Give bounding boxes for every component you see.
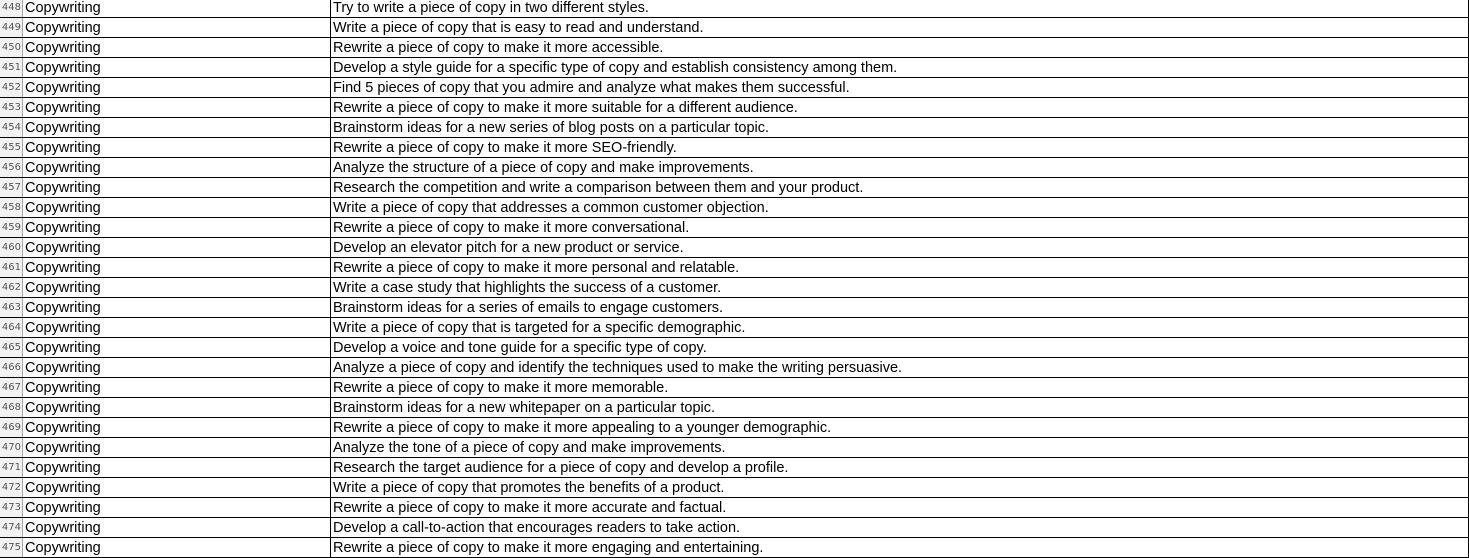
category-cell[interactable]: Copywriting	[23, 58, 331, 77]
row-header[interactable]: 465	[0, 338, 23, 357]
row-header[interactable]: 448	[0, 0, 23, 17]
row-header[interactable]: 451	[0, 58, 23, 77]
task-cell[interactable]: Analyze the structure of a piece of copy and make improvements.	[331, 158, 1469, 177]
row-header[interactable]: 458	[0, 198, 23, 217]
task-cell[interactable]: Try to write a piece of copy in two different styles.	[331, 0, 1469, 17]
row-header[interactable]: 473	[0, 498, 23, 517]
table-row	[0, 418, 1469, 438]
task-cell[interactable]: Brainstorm ideas for a new whitepaper on a particular topic.	[331, 398, 1469, 417]
category-cell[interactable]: Copywriting	[23, 478, 331, 497]
row-header[interactable]: 475	[0, 538, 23, 557]
task-cell[interactable]: Rewrite a piece of copy to make it more appealing to a younger demographic.	[331, 418, 1469, 437]
table-row	[0, 58, 1469, 78]
category-cell[interactable]: Copywriting	[23, 418, 331, 437]
row-header[interactable]: 461	[0, 258, 23, 277]
table-row	[0, 38, 1469, 58]
category-cell[interactable]: Copywriting	[23, 318, 331, 337]
row-header[interactable]: 467	[0, 378, 23, 397]
table-row	[0, 358, 1469, 378]
table-row	[0, 78, 1469, 98]
row-header[interactable]: 464	[0, 318, 23, 337]
table-row	[0, 318, 1469, 338]
row-header[interactable]: 472	[0, 478, 23, 497]
task-cell[interactable]: Write a piece of copy that addresses a common customer objection.	[331, 198, 1469, 217]
table-row	[0, 478, 1469, 498]
task-cell[interactable]: Develop an elevator pitch for a new product or service.	[331, 238, 1469, 257]
category-cell[interactable]: Copywriting	[23, 378, 331, 397]
category-cell[interactable]: Copywriting	[23, 18, 331, 37]
category-cell[interactable]: Copywriting	[23, 98, 331, 117]
category-cell[interactable]: Copywriting	[23, 138, 331, 157]
table-row	[0, 438, 1469, 458]
task-cell[interactable]: Write a piece of copy that is targeted for a specific demographic.	[331, 318, 1469, 337]
table-row	[0, 198, 1469, 218]
table-row	[0, 238, 1469, 258]
category-cell[interactable]: Copywriting	[23, 0, 331, 17]
category-cell[interactable]: Copywriting	[23, 198, 331, 217]
row-header[interactable]: 455	[0, 138, 23, 157]
table-row	[0, 278, 1469, 298]
table-row	[0, 378, 1469, 398]
table-row	[0, 538, 1469, 558]
category-cell[interactable]: Copywriting	[23, 538, 331, 557]
table-row	[0, 158, 1469, 178]
table-row	[0, 138, 1469, 158]
row-header[interactable]: 453	[0, 98, 23, 117]
category-cell[interactable]: Copywriting	[23, 178, 331, 197]
table-row	[0, 458, 1469, 478]
row-header[interactable]: 459	[0, 218, 23, 237]
table-row	[0, 518, 1469, 538]
category-cell[interactable]: Copywriting	[23, 258, 331, 277]
table-row	[0, 498, 1469, 518]
task-cell[interactable]: Rewrite a piece of copy to make it more conversational.	[331, 218, 1469, 237]
task-cell[interactable]: Write a piece of copy that is easy to read and understand.	[331, 18, 1469, 37]
task-cell[interactable]: Brainstorm ideas for a series of emails to engage customers.	[331, 298, 1469, 317]
category-cell[interactable]: Copywriting	[23, 458, 331, 477]
table-row	[0, 98, 1469, 118]
table-row	[0, 18, 1469, 38]
row-header[interactable]: 454	[0, 118, 23, 137]
row-header[interactable]: 469	[0, 418, 23, 437]
table-row	[0, 0, 1469, 18]
task-cell[interactable]: Analyze the tone of a piece of copy and make improvements.	[331, 438, 1469, 457]
row-header[interactable]: 457	[0, 178, 23, 197]
table-row	[0, 338, 1469, 358]
category-cell[interactable]: Copywriting	[23, 518, 331, 537]
row-header[interactable]: 470	[0, 438, 23, 457]
category-cell[interactable]: Copywriting	[23, 118, 331, 137]
table-row	[0, 398, 1469, 418]
category-cell[interactable]: Copywriting	[23, 158, 331, 177]
table-row	[0, 298, 1469, 318]
task-cell[interactable]: Research the competition and write a comparison between them and your product.	[331, 178, 1469, 197]
table-row	[0, 118, 1469, 138]
row-header[interactable]: 450	[0, 38, 23, 57]
row-header[interactable]: 474	[0, 518, 23, 537]
task-cell[interactable]: Analyze a piece of copy and identify the techniques used to make the writing persuasive.	[331, 358, 1469, 377]
table-row	[0, 218, 1469, 238]
row-header[interactable]: 466	[0, 358, 23, 377]
task-cell[interactable]: Write a case study that highlights the success of a customer.	[331, 278, 1469, 297]
category-cell[interactable]: Copywriting	[23, 238, 331, 257]
task-cell[interactable]: Rewrite a piece of copy to make it more suitable for a different audience.	[331, 98, 1469, 117]
task-cell[interactable]: Brainstorm ideas for a new series of blog posts on a particular topic.	[331, 118, 1469, 137]
task-cell[interactable]: Rewrite a piece of copy to make it more engaging and entertaining.	[331, 538, 1469, 557]
category-cell[interactable]: Copywriting	[23, 398, 331, 417]
row-header[interactable]: 449	[0, 18, 23, 37]
task-cell[interactable]: Rewrite a piece of copy to make it more SEO-friendly.	[331, 138, 1469, 157]
category-cell[interactable]: Copywriting	[23, 498, 331, 517]
row-header[interactable]: 456	[0, 158, 23, 177]
row-header[interactable]: 468	[0, 398, 23, 417]
task-cell[interactable]: Rewrite a piece of copy to make it more accessible.	[331, 38, 1469, 57]
category-cell[interactable]: Copywriting	[23, 38, 331, 57]
row-header[interactable]: 462	[0, 278, 23, 297]
task-cell[interactable]: Rewrite a piece of copy to make it more personal and relatable.	[331, 258, 1469, 277]
row-header[interactable]: 452	[0, 78, 23, 97]
category-cell[interactable]: Copywriting	[23, 218, 331, 237]
category-cell[interactable]: Copywriting	[23, 298, 331, 317]
row-header[interactable]: 463	[0, 298, 23, 317]
task-cell[interactable]: Develop a call-to-action that encourages readers to take action.	[331, 518, 1469, 537]
task-cell[interactable]: Research the target audience for a piece of copy and develop a profile.	[331, 458, 1469, 477]
row-header[interactable]: 460	[0, 238, 23, 257]
category-cell[interactable]: Copywriting	[23, 438, 331, 457]
category-cell[interactable]: Copywriting	[23, 338, 331, 357]
task-cell[interactable]: Develop a style guide for a specific type of copy and establish consistency among them.	[331, 58, 1469, 77]
task-cell[interactable]: Rewrite a piece of copy to make it more accurate and factual.	[331, 498, 1469, 517]
row-header[interactable]: 471	[0, 458, 23, 477]
category-cell[interactable]: Copywriting	[23, 278, 331, 297]
table-row	[0, 178, 1469, 198]
category-cell[interactable]: Copywriting	[23, 78, 331, 97]
table-row	[0, 258, 1469, 278]
task-cell[interactable]: Develop a voice and tone guide for a specific type of copy.	[331, 338, 1469, 357]
task-cell[interactable]: Write a piece of copy that promotes the benefits of a product.	[331, 478, 1469, 497]
task-cell[interactable]: Rewrite a piece of copy to make it more memorable.	[331, 378, 1469, 397]
category-cell[interactable]: Copywriting	[23, 358, 331, 377]
task-cell[interactable]: Find 5 pieces of copy that you admire and analyze what makes them successful.	[331, 78, 1469, 97]
